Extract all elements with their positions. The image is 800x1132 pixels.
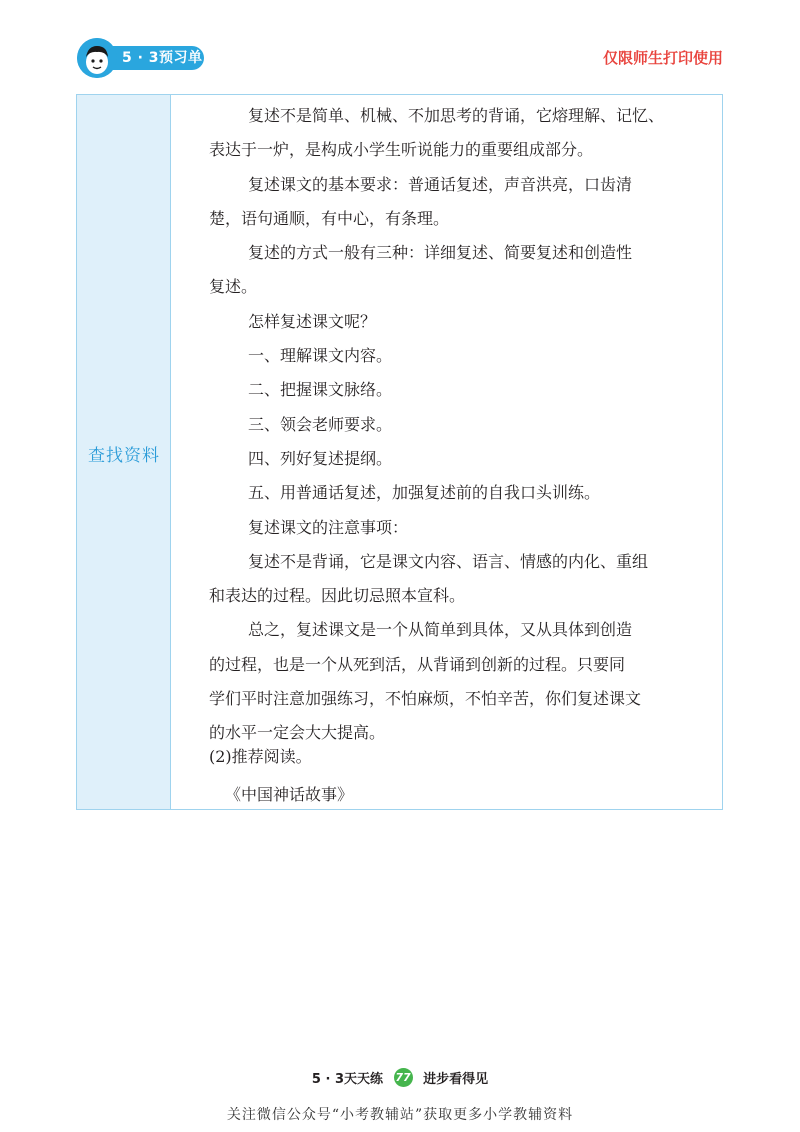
paragraph-line: 学们平时注意加强练习，不怕麻烦，不怕辛苦，你们复述课文 [209,689,642,709]
page-number: 77 [394,1068,413,1087]
list-item: 一、理解课文内容。 [248,346,393,366]
usage-restriction-label: 仅限师生打印使用 [602,49,723,67]
paragraph-line: 复述的方式一般有三种：详细复述、简要复述和创造性 [248,243,633,263]
footer-series-text: 5 · 3天天练 [311,1072,383,1087]
recommended-book-title: 《中国神话故事》 [225,785,354,804]
recommend-reading-heading: (2)推荐阅读。 [209,747,312,766]
resource-table [76,94,723,810]
page-footer [0,1068,800,1087]
paragraph-line: 的过程，也是一个从死到活，从背诵到创新的过程。只要同 [209,654,626,674]
paragraph-line: 复述不是简单、机械、不加思考的背诵，它熔理解、记忆、 [248,106,665,125]
section-label: 查找资料 [88,446,160,466]
section-label-cell [77,95,171,809]
paragraph-line: 和表达的过程。因此切忌照本宣科。 [209,586,466,606]
paragraph-line: 表达于一炉，是构成小学生听说能力的重要组成部分。 [209,140,594,160]
mascot-icon [77,38,117,78]
paragraph-line: 复述不是背诵，它是课文内容、语言、情感的内化、重组 [248,551,649,571]
paragraph-line: 楚，语句通顺，有中心，有条理。 [209,208,450,228]
paragraph-line: 的水平一定会大大提高。 [209,723,386,743]
page-header [0,0,800,90]
list-item: 三、领会老师要求。 [248,414,393,434]
paragraph-line: 怎样复述课文呢？ [248,311,377,331]
section-content [209,99,721,751]
paragraph-line: 总之，复述课文是一个从简单到具体，又从具体到创造 [248,620,633,640]
paragraph-line: 复述课文的注意事项： [248,517,409,537]
list-item: 五、用普通话复述，加强复述前的自我口头训练。 [248,483,601,503]
footer-promo-note: 关注微信公众号“小考教辅站”获取更多小学教辅资料 [226,1107,574,1123]
paragraph-line: 复述课文的基本要求：普通话复述，声音洪亮，口齿清 [248,174,633,194]
footer-slogan: 进步看得见 [423,1072,489,1087]
paragraph-line: 复述。 [209,277,258,297]
series-label: 5 · 3预习单 [122,50,203,66]
list-item: 二、把握课文脉络。 [248,380,393,400]
list-item: 四、列好复述提纲。 [248,448,393,468]
